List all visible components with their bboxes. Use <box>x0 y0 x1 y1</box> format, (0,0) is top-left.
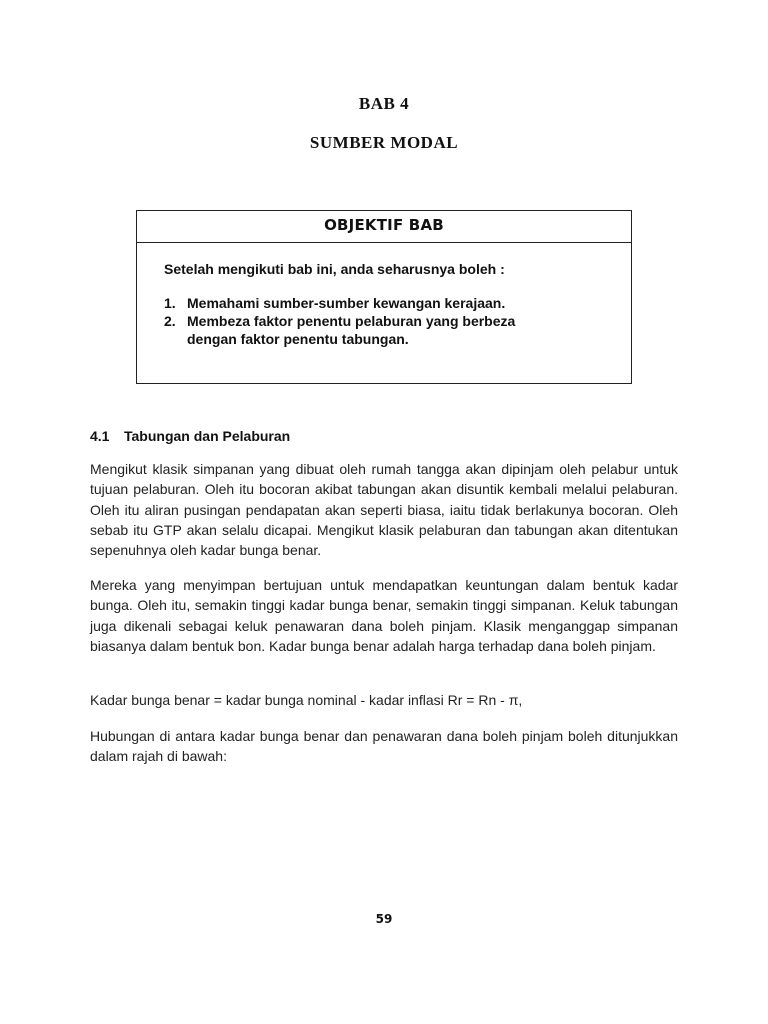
objective-text: Membeza faktor penentu pelaburan yang berbeza dengan faktor penentu tabungan. <box>187 313 516 347</box>
objectives-intro: Setelah mengikuti bab ini, anda seharusnya boleh : <box>164 261 505 277</box>
objective-item <box>164 294 631 312</box>
objective-number: 1. <box>164 295 176 311</box>
body-paragraph: Mereka yang menyimpan bertujuan untuk mendapatkan keuntungan dalam bentuk kadar bunga. Oleh itu, semakin tinggi kadar bunga benar, semakin tinggi simpanan. Keluk tabungan juga dikenali sebagai keluk penawaran dana boleh pinjam. Klasik menganggap simpanan biasanya dalam bentuk bon. Kadar bunga benar adalah harga terhadap dana boleh pinjam. <box>90 577 678 654</box>
chapter-number: BAB 4 <box>358 94 410 113</box>
page-number: 59 <box>375 912 393 926</box>
objectives-box <box>136 210 632 384</box>
objective-text: Memahami sumber-sumber kewangan kerajaan. <box>187 295 506 311</box>
section-heading <box>90 428 290 444</box>
objectives-heading: OBJEKTIF BAB <box>137 211 631 243</box>
body-paragraph: Mengikut klasik simpanan yang dibuat oleh rumah tangga akan dipinjam oleh pelabur untuk tujuan pelaburan. Oleh itu bocoran akibat tabungan akan disuntik kembali melalui pelaburan. Oleh itu aliran pusingan pendapatan akan seperti biasa, iaitu tidak berlakunya bocoran. Oleh sebab itu GTP akan selalu dicapai. Mengikut klasik pelaburan dan tabungan akan ditentukan sepenuhnya oleh kadar bunga benar. <box>90 461 678 559</box>
objectives-body <box>137 243 631 348</box>
objectives-list <box>164 294 631 348</box>
formula-paragraph: Kadar bunga benar = kadar bunga nominal - kadar inflasi Rr = Rn - π, <box>90 692 523 708</box>
section-number: 4.1 <box>90 428 110 444</box>
objective-number: 2. <box>164 313 176 329</box>
section-title: Tabungan dan Pelaburan <box>124 428 291 444</box>
objective-item <box>164 312 547 348</box>
body-paragraph: Hubungan di antara kadar bunga benar dan penawaran dana boleh pinjam boleh ditunjukkan dalam rajah di bawah: <box>90 728 678 765</box>
chapter-title: SUMBER MODAL <box>309 133 459 152</box>
